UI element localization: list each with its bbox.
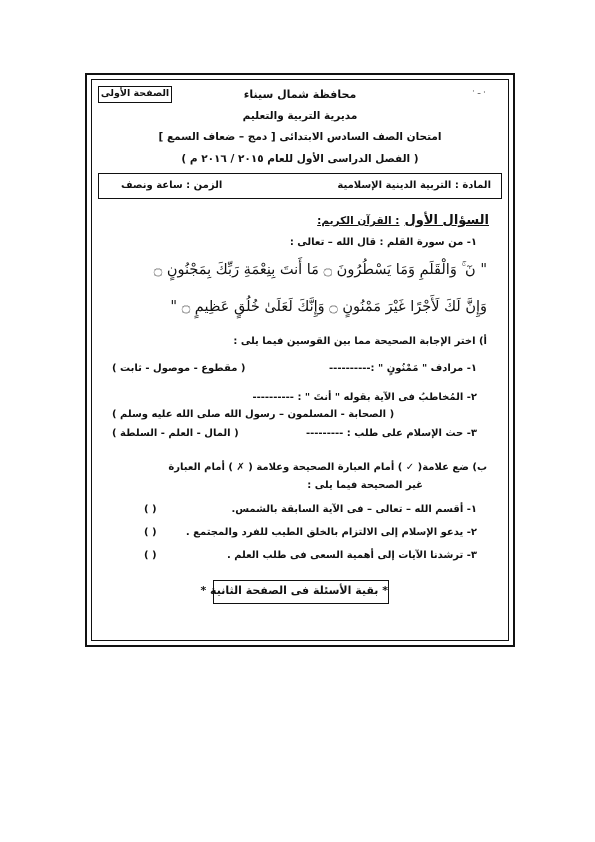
term: ( الفصل الدراسى الأول للعام ٢٠١٥ / ٢٠١٦ م )	[181, 153, 419, 165]
page-label: الصفحة الأولى	[98, 86, 172, 103]
subject-text: المادة : التربية الدينية الإسلامية	[337, 180, 491, 191]
part-a-title: أ) اختر الإجابة الصحيحة مما بين القوسين فيما يلى :	[233, 336, 487, 347]
governorate: محافظة شمال سيناء	[243, 88, 357, 101]
verse-line-1: " نٓ ۚ وَالْقَلَمِ وَمَا يَسْطُرُونَ ۝ مَا أَنتَ بِنِعْمَةِ رَبِّكَ بِمَجْنُونٍ ۝	[153, 262, 487, 278]
exam-title: امتحان الصف السادس الابتدائى [ دمج – ضعاف السمع ]	[158, 131, 442, 143]
corner-mark: ⸳ ـ ·	[472, 87, 486, 97]
footer-note: * بقية الأسئلة فى الصفحة الثانية *	[213, 580, 389, 604]
verse-line-2: وَإِنَّ لَكَ لَأَجْرًا غَيْرَ مَمْنُونٍ ۝ وَإِنَّكَ لَعَلَىٰ خُلُقٍ عَظِيمٍ ۝ "	[170, 299, 487, 315]
time-text: الزمن : ساعة ونصف	[121, 180, 223, 191]
b3-answer-parens[interactable]: ( )	[144, 550, 157, 561]
b1-answer-parens[interactable]: ( )	[144, 504, 157, 515]
question1-heading	[317, 209, 489, 228]
question1-subtitle: : القرآن الكريم:	[317, 215, 400, 227]
subject-box	[98, 173, 502, 199]
b2-text: ٢- يدعو الإسلام إلى الالتزام بالخلق الطيب للفرد والمجتمع .	[185, 527, 477, 538]
part-b-line-1: ب) ضع علامة( ✓ ) أمام العبارة الصحيحة وعلامة ( ✗ ) أمام العبارة	[168, 462, 487, 473]
b3-text: ٣- ترشدنا الآيات إلى أهمية السعى فى طلب العلم .	[226, 550, 477, 561]
a3-options: ( المال - العلم - السلطة )	[112, 428, 239, 439]
a1-text: ١- مرادف " مَمْنُونٍ " :----------	[329, 363, 477, 374]
b1-text: ١- أقسم الله – تعالى – فى الآية السابقة بالشمس.	[231, 504, 477, 515]
question1-title: السؤال الأول	[404, 213, 489, 228]
a2-text: ٢- المُخاطبُ فى الآية بقوله " أنتَ " : ----------	[252, 392, 477, 403]
a3-text: ٣- حث الإسلام على طلب : ---------	[305, 428, 477, 439]
a2-options: ( الصحابة - المسلمون – رسول الله صلى الله عليه وسلم )	[112, 409, 395, 420]
a1-options: ( مقطوع - موصول - ثابت )	[112, 363, 246, 374]
directorate: مديرية التربية والتعليم	[242, 110, 358, 122]
part-b-line-2: غير الصحيحة فيما يلى :	[307, 480, 423, 491]
b2-answer-parens[interactable]: ( )	[144, 527, 157, 538]
surah-intro: ١- من سورة القلم : قال الله – تعالى :	[289, 237, 477, 248]
